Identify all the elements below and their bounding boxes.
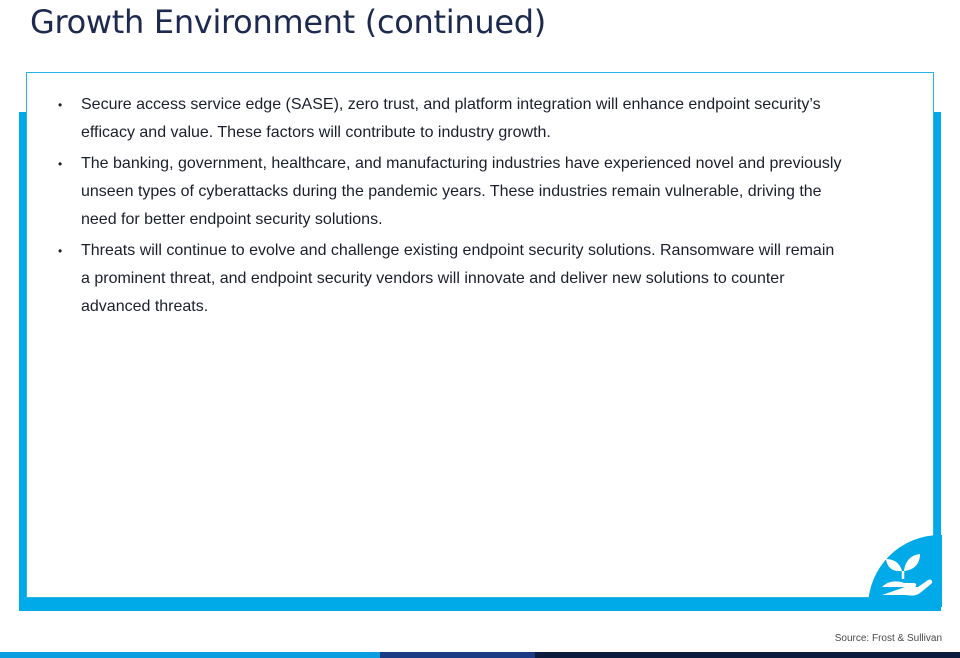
list-item <box>55 91 845 147</box>
bullet-text: Secure access service edge (SASE), zero trust, and platform integration will enhance endpoint security’s efficacy and value. These factors will contribute to industry growth. <box>81 96 821 141</box>
footer-segment <box>0 652 380 658</box>
bullet-text: The banking, government, healthcare, and manufacturing industries have experienced novel and previously unseen types of cyberattacks during the pandemic years. These industries remain vulnerable, driving the need for better endpoint security solutions. <box>81 155 842 228</box>
hand-sprout-icon <box>878 547 934 599</box>
source-note: Source: Frost & Sullivan <box>834 633 942 644</box>
bullet-icon: • <box>58 244 63 258</box>
footer-segment <box>380 652 535 658</box>
bullet-text: Threats will continue to evolve and challenge existing endpoint security solutions. Ransomware will remain a prominent threat, and endpoint security vendors will innovate and deliver new solutions to counter advanced threats. <box>81 242 835 315</box>
bullet-list <box>55 91 845 324</box>
page-title: Growth Environment (continued) <box>30 3 546 41</box>
footer-segment <box>535 652 960 658</box>
bullet-icon: • <box>58 157 63 171</box>
footer-bar <box>0 652 960 658</box>
list-item <box>55 150 845 234</box>
bullet-icon: • <box>58 98 63 112</box>
content-panel <box>26 72 934 598</box>
list-item <box>55 237 845 321</box>
